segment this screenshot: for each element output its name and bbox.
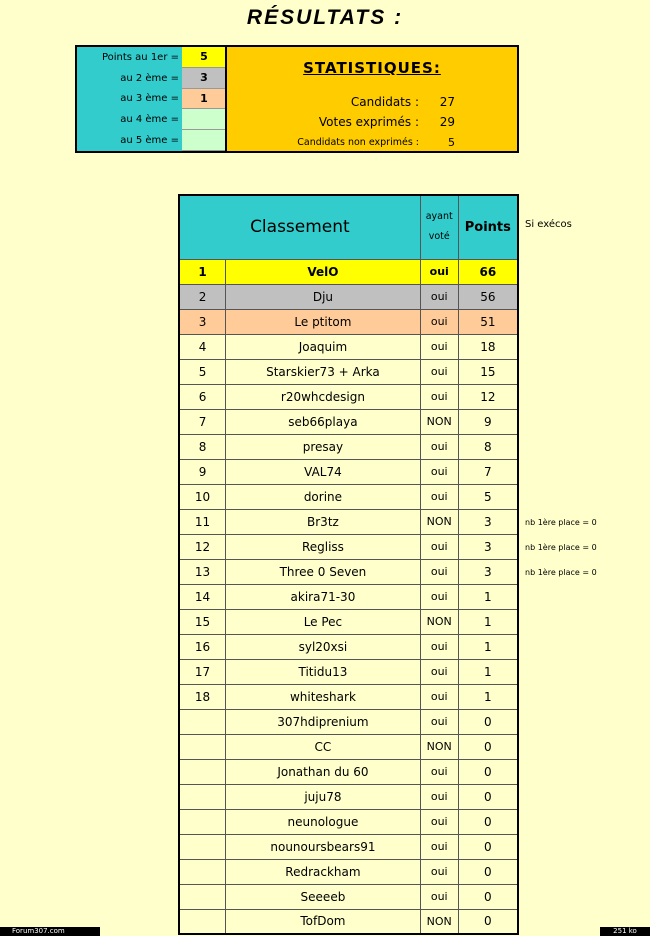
table-row	[179, 734, 518, 759]
points-row-3	[77, 89, 226, 110]
cell-name: neunologue	[226, 809, 421, 834]
cell-rank: 16	[179, 634, 226, 659]
cell-points: 0	[458, 709, 518, 734]
cell-rank	[179, 734, 226, 759]
cell-vote: oui	[420, 809, 458, 834]
cell-rank	[179, 784, 226, 809]
points-label: au 2 ème =	[77, 68, 182, 89]
table-row	[179, 559, 518, 584]
cell-vote: NON	[420, 609, 458, 634]
stat-non-exprimes	[227, 133, 517, 153]
cell-vote: oui	[420, 359, 458, 384]
points-value: 5	[182, 47, 226, 68]
cell-vote: oui	[420, 309, 458, 334]
cell-points: 0	[458, 909, 518, 934]
ranking-header-row	[179, 195, 518, 259]
cell-points: 0	[458, 884, 518, 909]
header-vote-line2: voté	[428, 231, 450, 243]
cell-vote: NON	[420, 734, 458, 759]
cell-vote: NON	[420, 909, 458, 934]
cell-points: 3	[458, 559, 518, 584]
cell-vote: oui	[420, 709, 458, 734]
header-points: Points	[458, 195, 518, 259]
cell-points: 12	[458, 384, 518, 409]
cell-name: whiteshark	[226, 684, 421, 709]
cell-rank: 4	[179, 334, 226, 359]
cell-points: 56	[458, 284, 518, 309]
cell-vote: oui	[420, 284, 458, 309]
statistics-box	[225, 45, 519, 153]
points-row-2	[77, 68, 226, 89]
points-label: au 5 ème =	[77, 130, 182, 151]
cell-rank	[179, 909, 226, 934]
cell-points: 0	[458, 834, 518, 859]
cell-rank	[179, 759, 226, 784]
side-note: nb 1ère place = 0	[525, 543, 597, 552]
cell-name: juju78	[226, 784, 421, 809]
cell-vote: oui	[420, 634, 458, 659]
points-value	[182, 130, 226, 151]
table-row	[179, 859, 518, 884]
cell-rank	[179, 809, 226, 834]
cell-name: seb66playa	[226, 409, 421, 434]
table-row	[179, 509, 518, 534]
table-row	[179, 534, 518, 559]
cell-name: Redrackham	[226, 859, 421, 884]
header-classement: Classement	[179, 195, 420, 259]
ranking-body	[179, 259, 518, 934]
table-row	[179, 834, 518, 859]
stat-value: 27	[439, 95, 455, 109]
cell-name: VAL74	[226, 459, 421, 484]
cell-rank: 11	[179, 509, 226, 534]
cell-name: Joaquim	[226, 334, 421, 359]
cell-vote: oui	[420, 534, 458, 559]
table-row	[179, 709, 518, 734]
cell-rank: 5	[179, 359, 226, 384]
points-label: Points au 1er =	[77, 47, 182, 68]
cell-rank: 8	[179, 434, 226, 459]
cell-name: Le ptitom	[226, 309, 421, 334]
cell-name: r20whcdesign	[226, 384, 421, 409]
points-row-1	[77, 47, 226, 68]
cell-rank	[179, 859, 226, 884]
cell-rank: 7	[179, 409, 226, 434]
points-value: 1	[182, 89, 226, 110]
table-row	[179, 809, 518, 834]
cell-points: 7	[458, 459, 518, 484]
table-row	[179, 634, 518, 659]
cell-vote: oui	[420, 859, 458, 884]
points-label: au 3 ème =	[77, 89, 182, 110]
table-row	[179, 659, 518, 684]
table-row	[179, 484, 518, 509]
cell-points: 9	[458, 409, 518, 434]
table-row	[179, 609, 518, 634]
table-row	[179, 584, 518, 609]
cell-name: Three 0 Seven	[226, 559, 421, 584]
cell-points: 1	[458, 584, 518, 609]
table-row	[179, 284, 518, 309]
table-row	[179, 459, 518, 484]
cell-points: 51	[458, 309, 518, 334]
cell-rank	[179, 884, 226, 909]
cell-name: Br3tz	[226, 509, 421, 534]
points-value	[182, 109, 226, 130]
statistics-title: STATISTIQUES:	[303, 59, 441, 77]
cell-rank: 10	[179, 484, 226, 509]
stat-label: Candidats :	[350, 95, 419, 109]
cell-vote: oui	[420, 484, 458, 509]
cell-vote: oui	[420, 584, 458, 609]
cell-name: 307hdiprenium	[226, 709, 421, 734]
cell-points: 0	[458, 859, 518, 884]
cell-rank: 1	[179, 259, 226, 284]
table-row	[179, 884, 518, 909]
cell-points: 18	[458, 334, 518, 359]
cell-points: 0	[458, 809, 518, 834]
ranking-table	[178, 194, 519, 935]
table-row	[179, 309, 518, 334]
table-row	[179, 909, 518, 934]
table-row	[179, 784, 518, 809]
stat-label: Votes exprimés :	[318, 115, 419, 129]
cell-rank	[179, 709, 226, 734]
cell-rank: 13	[179, 559, 226, 584]
cell-name: Jonathan du 60	[226, 759, 421, 784]
points-row-4	[77, 109, 226, 130]
cell-rank: 2	[179, 284, 226, 309]
stat-candidats	[227, 93, 517, 113]
cell-vote: oui	[420, 334, 458, 359]
table-row	[179, 684, 518, 709]
cell-name: nounoursbears91	[226, 834, 421, 859]
cell-rank: 14	[179, 584, 226, 609]
cell-points: 1	[458, 659, 518, 684]
cell-name: CC	[226, 734, 421, 759]
cell-name: syl20xsi	[226, 634, 421, 659]
cell-points: 0	[458, 759, 518, 784]
cell-name: Dju	[226, 284, 421, 309]
table-row	[179, 259, 518, 284]
cell-name: VelO	[226, 259, 421, 284]
cell-vote: oui	[420, 384, 458, 409]
cell-name: akira71-30	[226, 584, 421, 609]
cell-rank: 3	[179, 309, 226, 334]
table-row	[179, 334, 518, 359]
footer-size: 251 ko	[600, 927, 650, 936]
cell-vote: oui	[420, 259, 458, 284]
points-label: au 4 ème =	[77, 109, 182, 130]
points-scale-box	[75, 45, 226, 153]
table-row	[179, 759, 518, 784]
cell-vote: oui	[420, 659, 458, 684]
table-row	[179, 434, 518, 459]
table-row	[179, 359, 518, 384]
table-row	[179, 409, 518, 434]
cell-rank: 18	[179, 684, 226, 709]
cell-name: Seeeeb	[226, 884, 421, 909]
stat-value: 5	[448, 136, 455, 149]
cell-points: 66	[458, 259, 518, 284]
cell-points: 8	[458, 434, 518, 459]
cell-rank: 12	[179, 534, 226, 559]
cell-vote: oui	[420, 684, 458, 709]
cell-vote: NON	[420, 509, 458, 534]
cell-points: 15	[458, 359, 518, 384]
cell-points: 1	[458, 684, 518, 709]
cell-name: Titidu13	[226, 659, 421, 684]
cell-vote: NON	[420, 409, 458, 434]
points-row-5	[77, 130, 226, 151]
cell-rank: 9	[179, 459, 226, 484]
cell-name: dorine	[226, 484, 421, 509]
footer-watermark: Forum307.com	[0, 927, 100, 936]
cell-points: 1	[458, 609, 518, 634]
cell-rank: 17	[179, 659, 226, 684]
cell-rank: 6	[179, 384, 226, 409]
cell-rank	[179, 834, 226, 859]
cell-name: TofDom	[226, 909, 421, 934]
cell-vote: oui	[420, 434, 458, 459]
table-row	[179, 384, 518, 409]
cell-points: 3	[458, 534, 518, 559]
side-header-si-execos: Si exécos	[525, 219, 572, 230]
header-vote-line1: ayant	[425, 211, 453, 223]
cell-points: 1	[458, 634, 518, 659]
side-note: nb 1ère place = 0	[525, 568, 597, 577]
points-value: 3	[182, 68, 226, 89]
page-title: RÉSULTATS :	[246, 6, 404, 29]
header-ayant-vote	[420, 195, 458, 259]
cell-vote: oui	[420, 784, 458, 809]
cell-name: presay	[226, 434, 421, 459]
cell-vote: oui	[420, 834, 458, 859]
cell-name: Regliss	[226, 534, 421, 559]
cell-points: 3	[458, 509, 518, 534]
cell-name: Le Pec	[226, 609, 421, 634]
cell-rank: 15	[179, 609, 226, 634]
cell-vote: oui	[420, 884, 458, 909]
stat-label: Candidats non exprimés :	[297, 137, 419, 148]
side-note: nb 1ère place = 0	[525, 518, 597, 527]
cell-vote: oui	[420, 459, 458, 484]
stat-votes	[227, 113, 517, 133]
cell-vote: oui	[420, 759, 458, 784]
cell-name: Starskier73 + Arka	[226, 359, 421, 384]
cell-points: 0	[458, 784, 518, 809]
stat-value: 29	[439, 115, 455, 129]
cell-points: 0	[458, 734, 518, 759]
cell-vote: oui	[420, 559, 458, 584]
cell-points: 5	[458, 484, 518, 509]
